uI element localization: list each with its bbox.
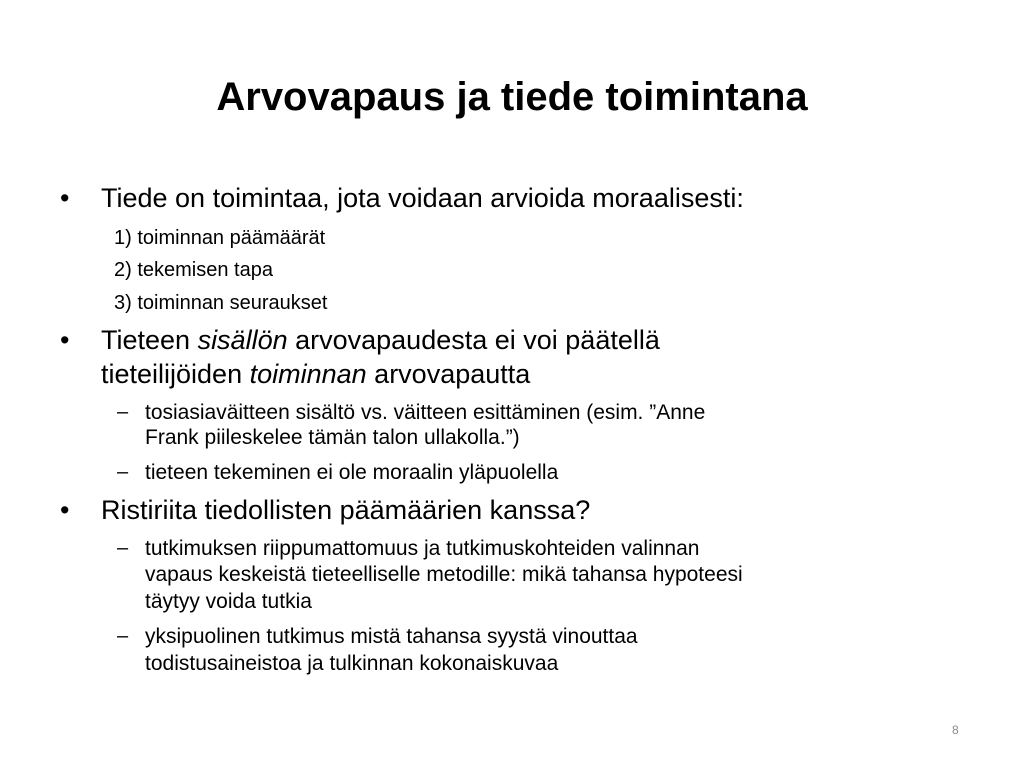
sub-bullet-text: Frank piileskelee tämän talon ullakolla.”)	[145, 426, 520, 449]
sub-bullet-text: tutkimuksen riippumattomuus ja tutkimuskohteiden valinnan	[145, 537, 700, 560]
text-run: Tieteen	[101, 325, 198, 355]
emphasis-text: sisällön	[197, 325, 288, 355]
sub-bullet-text: vapaus keskeistä tieteelliselle metodille: mikä tahansa hypoteesi	[145, 563, 743, 586]
bullet-dot: •	[60, 495, 70, 525]
numbered-item: 2) tekemisen tapa	[114, 259, 273, 281]
sub-bullet-text: tosiasiaväitteen sisältö vs. väitteen esittäminen (esim. ”Anne	[145, 401, 706, 424]
sub-bullet-text: todistusaineistoa ja tulkinnan kokonaiskuvaa	[145, 652, 559, 675]
text-run: arvovapautta	[366, 359, 531, 389]
bullet-text-line	[101, 324, 981, 356]
sub-bullet-dash: –	[117, 401, 129, 423]
sub-bullet-text: yksipuolinen tutkimus mistä tahansa syystä vinouttaa	[145, 625, 638, 648]
text-run: tieteilijöiden	[101, 359, 250, 389]
slide-title: Arvovapaus ja tiede toimintana	[216, 75, 808, 119]
bullet-dot: •	[60, 183, 70, 213]
text-run: arvovapaudesta ei voi päätellä	[287, 325, 660, 355]
sub-bullet-dash: –	[117, 537, 129, 559]
bullet-dot: •	[60, 325, 70, 355]
emphasis-text: toiminnan	[249, 359, 367, 389]
bullet-text: Ristiriita tiedollisten päämäärien kanssa?	[101, 495, 591, 525]
bullet-text: Tiede on toimintaa, jota voidaan arvioida moraalisesti:	[101, 183, 744, 213]
sub-bullet-text: tieteen tekeminen ei ole moraalin yläpuolella	[145, 461, 559, 484]
sub-bullet-dash: –	[117, 625, 129, 647]
numbered-item: 3) toiminnan seuraukset	[114, 292, 328, 314]
numbered-item: 1) toiminnan päämäärät	[114, 227, 326, 249]
page-number: 8	[952, 723, 959, 737]
sub-bullet-text: täytyy voida tutkia	[145, 590, 312, 613]
sub-bullet-dash: –	[117, 461, 129, 483]
bullet-text-line	[101, 358, 981, 390]
